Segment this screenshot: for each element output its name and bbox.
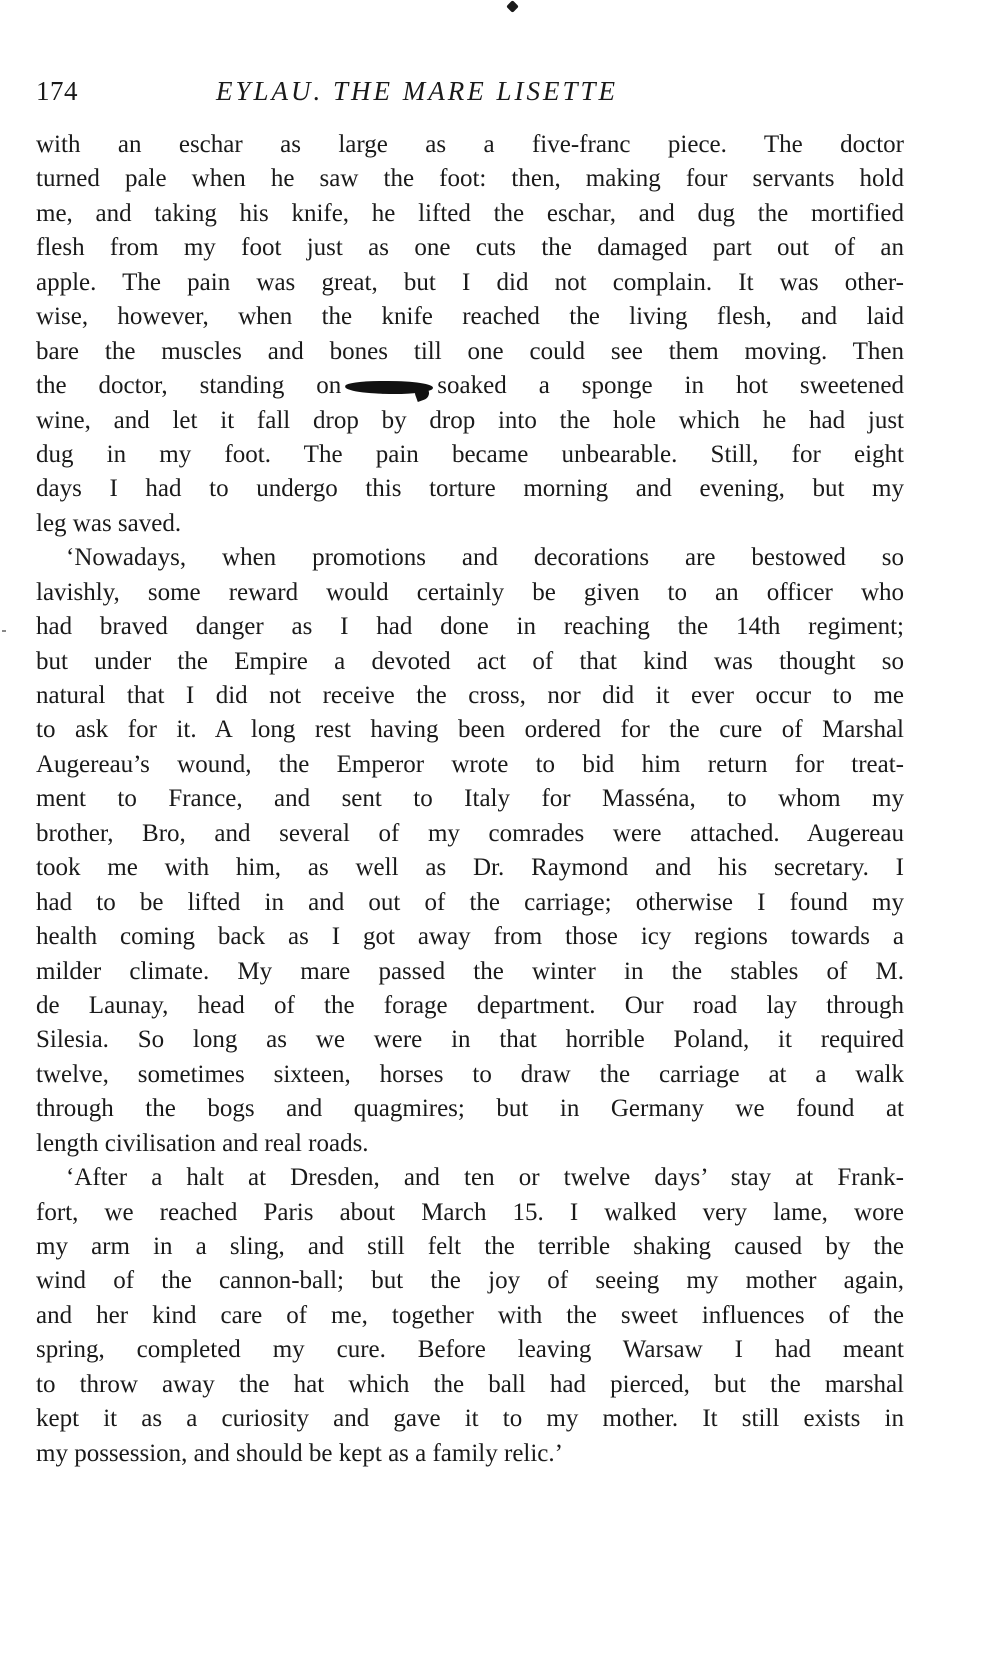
text-fragment: the doctor, standing on xyxy=(36,372,342,400)
text-line: turned pale when he saw the foot: then, making four servants hold xyxy=(36,165,904,193)
text-line: leg was saved. xyxy=(36,509,182,537)
margin-mark xyxy=(2,630,6,632)
text-line: ‘After a halt at Dresden, and ten or twelve days’ stay at Frank- xyxy=(66,1164,904,1192)
text-line-with-blot xyxy=(36,369,904,403)
text-line: dug in my foot. The pain became unbearable. Still, for eight xyxy=(36,440,904,468)
text-fragment: soaked a sponge in hot sweetened xyxy=(437,372,904,400)
text-line: to throw away the hat which the ball had pierced, but the marshal xyxy=(36,1370,904,1398)
text-line: had braved danger as I had done in reaching the 14th regiment; xyxy=(36,613,904,641)
ink-mark xyxy=(506,0,519,13)
text-line: Augereau’s wound, the Emperor wrote to bid him return for treat- xyxy=(36,750,904,778)
text-line: my arm in a sling, and still felt the terrible shaking caused by the xyxy=(36,1233,904,1260)
text-line: had to be lifted in and out of the carriage; otherwise I found my xyxy=(36,888,904,916)
text-line: Silesia. So long as we were in that horrible Poland, it required xyxy=(36,1026,904,1054)
text-line: spring, completed my cure. Before leaving Warsaw I had meant xyxy=(36,1336,904,1364)
text-line: ment to France, and sent to Italy for Masséna, to whom my xyxy=(36,785,904,813)
text-line: to ask for it. A long rest having been ordered for the cure of Marshal xyxy=(36,716,904,744)
text-line: wind of the cannon-ball; but the joy of seeing my mother again, xyxy=(36,1267,904,1295)
text-line: flesh from my foot just as one cuts the damaged part out of an xyxy=(36,234,904,262)
text-line: wise, however, when the knife reached the living flesh, and laid xyxy=(36,303,904,331)
text-line: lavishly, some reward would certainly be given to an officer who xyxy=(36,578,904,606)
text-line: me, and taking his knife, he lifted the eschar, and dug the mortified xyxy=(36,199,904,227)
text-line: my possession, and should be kept as a family relic.’ xyxy=(36,1439,563,1467)
text-line: kept it as a curiosity and gave it to my mother. It still exists in xyxy=(36,1405,904,1433)
ink-blot xyxy=(345,378,433,396)
text-line: twelve, sometimes sixteen, horses to draw the carriage at a walk xyxy=(36,1060,904,1088)
text-line: length civilisation and real roads. xyxy=(36,1129,369,1157)
text-line: bare the muscles and bones till one could see them moving. Then xyxy=(36,337,904,365)
text-line: through the bogs and quagmires; but in Germany we found at xyxy=(36,1095,904,1123)
text-line: fort, we reached Paris about March 15. I walked very lame, wore xyxy=(36,1198,904,1226)
running-title: EYLAU. THE MARE LISETTE xyxy=(216,76,619,106)
text-line: days I had to undergo this torture morning and evening, but my xyxy=(36,475,904,503)
text-line: but under the Empire a devoted act of that kind was thought so xyxy=(36,647,904,675)
text-line: and her kind care of me, together with the sweet influences of the xyxy=(36,1301,904,1329)
text-line: milder climate. My mare passed the winter in the stables of M. xyxy=(36,957,904,985)
text-line: health coming back as I got away from those icy regions towards a xyxy=(36,923,904,951)
text-line: brother, Bro, and several of my comrades were attached. Augereau xyxy=(36,819,904,847)
text-line: wine, and let it fall drop by drop into the hole which he had just xyxy=(36,406,904,434)
text-line: with an eschar as large as a five-franc piece. The doctor xyxy=(36,131,904,158)
body-text xyxy=(36,128,904,1471)
text-line: took me with him, as well as Dr. Raymond and his secretary. I xyxy=(36,854,904,882)
text-line: ‘Nowadays, when promotions and decorations are bestowed so xyxy=(66,544,904,572)
page-header xyxy=(36,76,904,116)
text-line: natural that I did not receive the cross, nor did it ever occur to me xyxy=(36,682,904,709)
text-line: apple. The pain was great, but I did not complain. It was other- xyxy=(36,268,904,296)
text-line: de Launay, head of the forage department. Our road lay through xyxy=(36,991,904,1019)
page-number: 174 xyxy=(36,76,78,106)
